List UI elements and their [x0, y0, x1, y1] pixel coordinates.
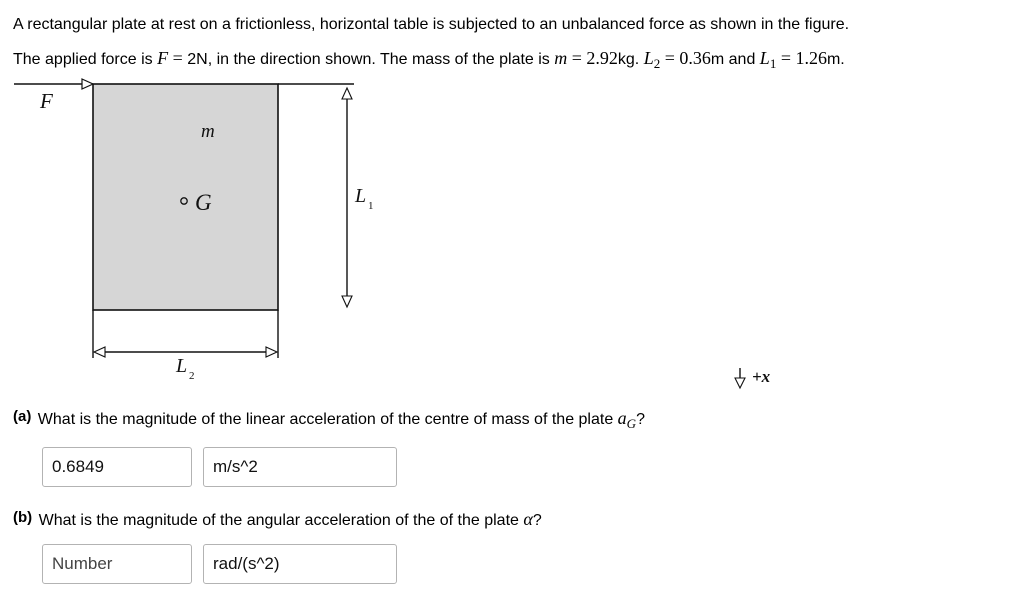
mass-symbol: m	[554, 48, 568, 68]
equals: =	[776, 48, 796, 68]
answer-b-input[interactable]	[42, 544, 192, 584]
cg-label: G	[195, 190, 212, 215]
question-a-text: What is the magnitude of the linear acceleration of the centre of mass of the plate	[33, 411, 618, 428]
l2-symbol: L	[643, 48, 654, 68]
alpha-symbol: α	[523, 509, 533, 529]
l2-label-subscript: 2	[189, 370, 195, 382]
equals: =	[168, 48, 188, 68]
question-b	[13, 509, 542, 530]
l1-label-subscript: 1	[368, 200, 374, 212]
question-a-mark: ?	[636, 411, 645, 428]
l2-value: 0.36	[679, 48, 711, 68]
l2-arrow-right	[266, 347, 277, 357]
force-arrowhead	[82, 79, 93, 89]
problem-text: m.	[826, 51, 845, 68]
question-b-tag: (b)	[13, 509, 33, 526]
equals: =	[567, 48, 587, 68]
equals: =	[660, 48, 680, 68]
l2-label: L	[176, 355, 188, 377]
mass-value: 2.92	[586, 48, 618, 68]
question-a	[13, 408, 645, 432]
problem-text: m and	[710, 51, 760, 68]
force-symbol: F	[157, 48, 169, 68]
problem-text: kg.	[617, 51, 644, 68]
question-a-tag: (a)	[13, 408, 32, 425]
l1-value: 1.26	[795, 48, 827, 68]
l2-arrow-left	[94, 347, 105, 357]
force-label: F	[40, 89, 53, 113]
plate	[93, 84, 278, 310]
answer-b-unit-field[interactable]: rad/(s^2)	[203, 544, 397, 584]
answer-a-input[interactable]	[42, 447, 192, 487]
problem-text: The applied force is	[13, 51, 158, 68]
l2-subscript: 2	[653, 56, 661, 71]
answer-a-unit-field[interactable]: m/s^2	[203, 447, 397, 487]
problem-text: N, in the direction shown. The mass of the plate is	[196, 51, 555, 68]
question-b-text: What is the magnitude of the angular acceleration of the of the plate	[34, 512, 524, 529]
l1-subscript: 1	[769, 56, 777, 71]
l1-arrow-down	[342, 296, 352, 307]
l1-symbol: L	[759, 48, 770, 68]
problem-text: A rectangular plate at rest on a frictionless, horizontal table is subjected to an unbalanced force as shown in the figure.	[13, 16, 850, 33]
acceleration-subscript: G	[626, 416, 637, 431]
l1-arrow-up	[342, 88, 352, 99]
acceleration-symbol: a	[617, 408, 627, 428]
x-axis-arrowhead	[735, 378, 745, 388]
l1-label: L	[355, 185, 367, 207]
x-axis-label: +x	[752, 367, 771, 386]
force-value: 2	[187, 51, 197, 68]
mass-label: m	[201, 121, 215, 142]
question-b-mark: ?	[532, 512, 542, 529]
